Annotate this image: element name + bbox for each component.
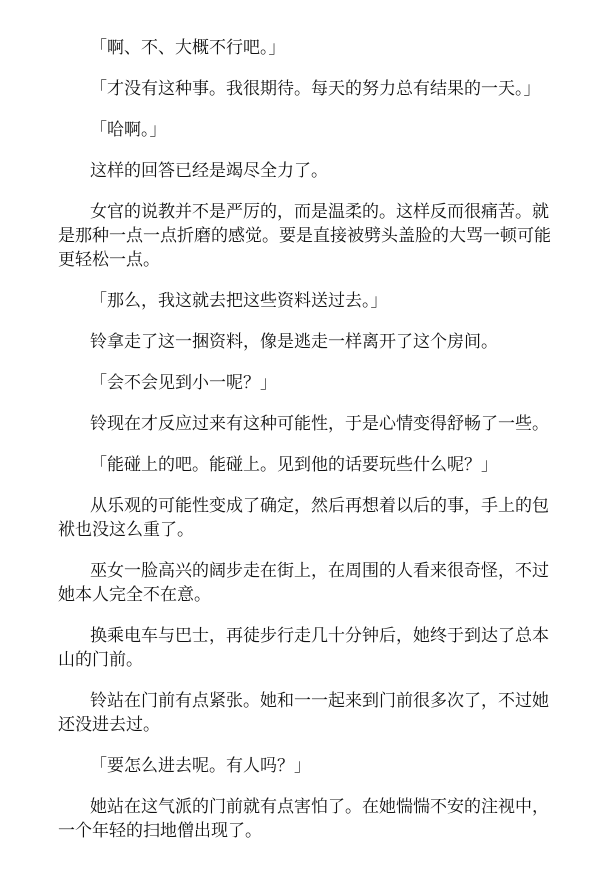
text-line: 是那种一点一点折磨的感觉。要是直接被劈头盖脸的大骂一顿可能: [58, 226, 551, 246]
text-line: 「要怎么进去呢。有人吗？」: [90, 756, 311, 776]
paragraph-narration: [58, 494, 569, 542]
paragraph-narration: [58, 200, 569, 272]
paragraph-dialogue: [74, 118, 569, 142]
paragraph-narration: [58, 795, 569, 843]
paragraph-dialogue: [74, 36, 569, 60]
text-line: 更轻松一点。: [58, 250, 160, 270]
text-line: 「才没有这种事。我很期待。每天的努力总有结果的一天。」: [90, 79, 541, 99]
paragraph-narration: [58, 559, 569, 607]
paragraph-narration: [58, 624, 569, 672]
paragraph-dialogue: [74, 754, 569, 778]
text-line: 铃拿走了这一捆资料，像是逃走一样离开了这个房间。: [90, 332, 498, 352]
text-line: 「哈啊。」: [90, 120, 167, 140]
text-line: 铃站在门前有点紧张。她和一一起来到门前很多次了，不过她: [90, 691, 549, 711]
text-line: 女官的说教并不是严厉的，而是温柔的。这样反而很痛苦。就: [90, 202, 549, 222]
text-line: 这样的回答已经是竭尽全力了。: [90, 161, 328, 181]
text-line: 还没进去过。: [58, 715, 160, 735]
text-line: 「那么，我这就去把这些资料送过去。」: [90, 291, 388, 311]
paragraph-dialogue: [74, 453, 569, 477]
text-line: 她本人完全不在意。: [58, 585, 211, 605]
paragraph-dialogue: [74, 77, 569, 101]
text-line: 铃现在才反应过来有这种可能性，于是心情变得舒畅了一些。: [90, 414, 549, 434]
paragraph-narration: [58, 689, 569, 737]
text-line: 「能碰上的吧。能碰上。见到他的话要玩些什么呢？」: [90, 455, 498, 475]
paragraph-narration: [74, 412, 569, 436]
text-line: 她站在这气派的门前就有点害怕了。在她惴惴不安的注视中，: [90, 797, 549, 817]
text-line: 巫女一脸高兴的阔步走在街上，在周围的人看来很奇怪，不过: [90, 561, 549, 581]
paragraph-dialogue: [74, 371, 569, 395]
text-line: 一个年轻的扫地僧出现了。: [58, 821, 262, 841]
text-line: 从乐观的可能性变成了确定，然后再想着以后的事，手上的包: [90, 496, 549, 516]
text-line: 山的门前。: [58, 650, 143, 670]
text-line: 「会不会见到小一呢？」: [90, 373, 277, 393]
text-line: 换乘电车与巴士，再徒步行走几十分钟后，她终于到达了总本: [90, 626, 549, 646]
text-line: 「啊、不、大概不行吧。」: [90, 38, 286, 58]
text-line: 袱也没这么重了。: [58, 520, 194, 540]
paragraph-narration: [74, 159, 569, 183]
paragraph-dialogue: [74, 289, 569, 313]
paragraph-narration: [74, 330, 569, 354]
